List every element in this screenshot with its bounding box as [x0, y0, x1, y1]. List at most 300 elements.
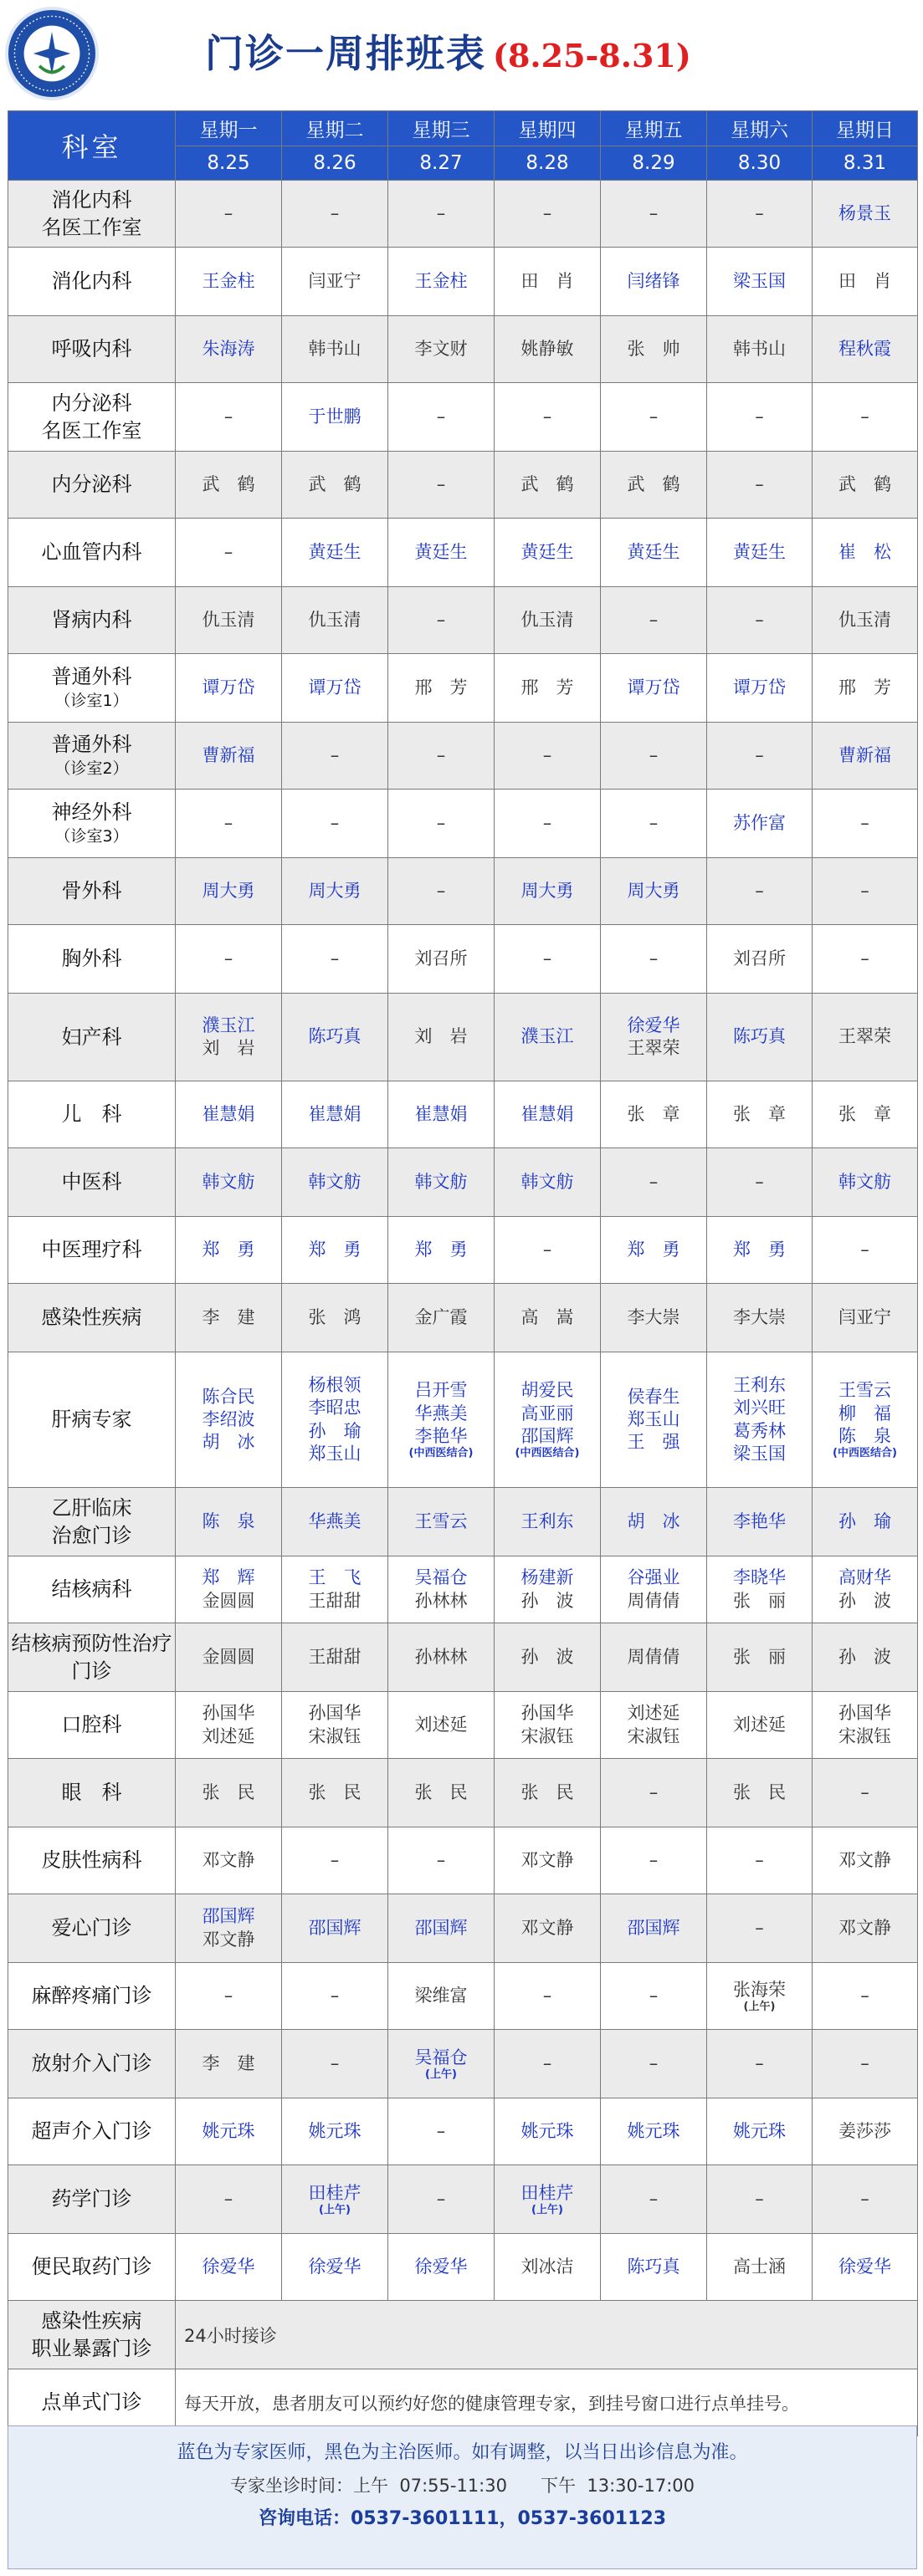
schedule-cell — [707, 519, 813, 587]
schedule-cell — [601, 181, 707, 248]
schedule-cell — [813, 1081, 918, 1148]
no-schedule-dash: – — [649, 1849, 659, 1870]
expert-doctor-name: 陈巧真 — [308, 1026, 362, 1047]
expert-doctor-name: 胡爱民 — [520, 1380, 574, 1401]
wide-note-cell: 24小时接诊 — [176, 2301, 918, 2369]
schedule-cell — [601, 925, 707, 994]
expert-doctor-name: 王金柱 — [202, 270, 255, 291]
schedule-cell — [176, 1148, 282, 1217]
schedule-cell — [495, 1148, 601, 1217]
schedule-cell — [707, 1759, 813, 1827]
dept-name: 肾病内科 — [51, 608, 132, 632]
schedule-cell — [707, 316, 813, 383]
schedule-cell — [388, 1894, 495, 1963]
attending-doctor-name: 张 章 — [733, 1103, 786, 1124]
dept-subname: 名医工作室 — [41, 215, 142, 239]
dept-name: 妇产科 — [61, 1025, 122, 1049]
schedule-cell — [495, 925, 601, 994]
table-row — [8, 1963, 918, 2030]
dept-name-cell — [8, 383, 176, 452]
table-row — [8, 925, 918, 994]
attending-doctor-name: 张 鸿 — [308, 1306, 362, 1327]
no-schedule-dash: – — [542, 948, 552, 969]
time-note: (上午) — [319, 2204, 351, 2216]
expert-doctor-name: 王雪云 — [838, 1380, 891, 1401]
schedule-cell — [176, 1081, 282, 1148]
schedule-cell — [707, 2030, 813, 2098]
attending-doctor-name: 仇玉清 — [202, 609, 255, 630]
schedule-cell — [813, 2030, 918, 2098]
expert-doctor-name: 梁玉国 — [733, 270, 786, 291]
table-row — [8, 723, 918, 790]
schedule-cell — [388, 2030, 495, 2098]
dept-name-cell — [8, 181, 176, 248]
table-row — [8, 1148, 918, 1217]
schedule-cell — [813, 1963, 918, 2030]
no-schedule-dash: – — [330, 1849, 340, 1870]
no-schedule-dash: – — [649, 744, 659, 765]
expert-doctor-name: 周大勇 — [520, 880, 574, 901]
expert-doctor-name: 程秋霞 — [838, 338, 891, 359]
schedule-cell — [495, 2234, 601, 2301]
no-schedule-dash: – — [649, 1985, 659, 2006]
schedule-cell — [813, 654, 918, 723]
schedule-cell — [495, 248, 601, 316]
title-date-range: (8.25-8.31) — [493, 37, 691, 74]
schedule-cell — [601, 519, 707, 587]
hospital-logo-icon — [8, 10, 95, 97]
weekday-header: 星期六 — [707, 111, 813, 146]
schedule-cell — [601, 452, 707, 519]
attending-doctor-name: 李 建 — [202, 1306, 255, 1327]
schedule-cell — [813, 1692, 918, 1759]
schedule-cell — [707, 925, 813, 994]
schedule-cell — [388, 181, 495, 248]
schedule-cell — [388, 723, 495, 790]
no-schedule-dash: – — [542, 406, 552, 427]
dept-name: 骨外科 — [61, 879, 122, 903]
no-schedule-dash: – — [436, 406, 446, 427]
dept-name: 超声介入门诊 — [31, 2119, 152, 2144]
date-header: 8.26 — [282, 146, 388, 181]
expert-doctor-name: 刘兴旺 — [733, 1398, 786, 1418]
table-row-wide — [8, 2301, 918, 2369]
no-schedule-dash: – — [755, 2052, 764, 2073]
no-schedule-dash: – — [649, 1781, 659, 1802]
attending-doctor-name: 张 民 — [308, 1781, 362, 1802]
schedule-cell — [601, 723, 707, 790]
footer — [8, 2425, 917, 2569]
dept-name: 儿 科 — [61, 1102, 122, 1127]
schedule-cell — [282, 1894, 388, 1963]
schedule-cell — [601, 2234, 707, 2301]
schedule-cell — [388, 925, 495, 994]
expert-doctor-name: 吴福仓 — [414, 2047, 468, 2067]
dept-name-cell — [8, 1488, 176, 1556]
no-schedule-dash: – — [860, 1985, 869, 2006]
expert-doctor-name: 郑 勇 — [414, 1239, 468, 1260]
expert-doctor-name: 胡 冰 — [202, 1432, 255, 1453]
attending-doctor-name: 王翠荣 — [627, 1038, 680, 1058]
hours-label: 专家坐诊时间： — [230, 2476, 353, 2496]
table-row — [8, 316, 918, 383]
expert-doctor-name: 华燕美 — [308, 1510, 362, 1531]
schedule-cell — [282, 1488, 388, 1556]
schedule-cell — [495, 858, 601, 925]
dept-name-cell — [8, 723, 176, 790]
schedule-cell — [388, 2165, 495, 2234]
expert-doctor-name: 谭万岱 — [627, 677, 680, 698]
expert-doctor-name: 李绍波 — [202, 1408, 255, 1429]
schedule-cell — [176, 1284, 282, 1352]
attending-doctor-name: 仇玉清 — [838, 609, 891, 630]
schedule-cell — [813, 316, 918, 383]
schedule-cell — [813, 1488, 918, 1556]
schedule-cell — [495, 1692, 601, 1759]
dept-name: 呼吸内科 — [51, 337, 132, 361]
attending-doctor-name: 刘 岩 — [414, 1026, 468, 1047]
no-schedule-dash: – — [436, 202, 446, 223]
expert-doctor-name: 胡 冰 — [627, 1510, 680, 1531]
expert-doctor-name: 柳 福 — [838, 1403, 891, 1423]
wide-note-cell: 每天开放，患者朋友可以预约好您的健康管理专家，到挂号窗口进行点单挂号。 — [176, 2369, 918, 2436]
expert-doctor-name: 周大勇 — [627, 880, 680, 901]
expert-doctor-name: 孙 瑜 — [838, 1510, 891, 1531]
expert-doctor-name: 李艳华 — [733, 1510, 786, 1531]
schedule-cell — [495, 316, 601, 383]
time-note: (上午) — [743, 2001, 776, 2013]
expert-doctor-name: 高亚丽 — [520, 1403, 574, 1423]
no-schedule-dash: – — [649, 609, 659, 630]
attending-doctor-name: 刘述延 — [627, 1703, 680, 1724]
schedule-cell — [388, 1623, 495, 1692]
attending-doctor-name: 王甜甜 — [308, 1646, 362, 1667]
schedule-cell — [176, 994, 282, 1081]
schedule-cell — [601, 1759, 707, 1827]
schedule-cell — [176, 519, 282, 587]
dept-name-cell — [8, 925, 176, 994]
expert-doctor-name: 孙 瑜 — [308, 1420, 362, 1441]
expert-doctor-name: 韩文舫 — [414, 1171, 468, 1192]
no-schedule-dash: – — [755, 202, 764, 223]
attending-doctor-name: 闫亚宁 — [308, 270, 362, 291]
schedule-cell — [495, 1284, 601, 1352]
schedule-cell — [495, 1081, 601, 1148]
schedule-cell — [813, 2165, 918, 2234]
no-schedule-dash: – — [542, 202, 552, 223]
schedule-cell — [813, 1827, 918, 1894]
schedule-cell — [813, 790, 918, 858]
dept-name-cell — [8, 1623, 176, 1692]
schedule-cell — [601, 1827, 707, 1894]
schedule-cell — [707, 1081, 813, 1148]
expert-doctor-name: 韩文舫 — [520, 1171, 574, 1192]
table-row — [8, 1081, 918, 1148]
date-header: 8.28 — [495, 146, 601, 181]
no-schedule-dash: – — [860, 812, 869, 833]
schedule-cell — [707, 723, 813, 790]
attending-doctor-name: 周倩倩 — [627, 1590, 680, 1611]
date-header: 8.27 — [388, 146, 495, 181]
schedule-cell — [282, 1623, 388, 1692]
expert-doctor-name: 徐爱华 — [627, 1015, 680, 1035]
expert-doctor-name: 朱海涛 — [202, 338, 255, 359]
expert-doctor-name: 陈巧真 — [733, 1026, 786, 1047]
no-schedule-dash: – — [436, 812, 446, 833]
schedule-cell — [495, 1488, 601, 1556]
expert-doctor-name: 邵国辉 — [627, 1917, 680, 1938]
attending-doctor-name: 邓文静 — [838, 1917, 891, 1938]
schedule-cell — [388, 248, 495, 316]
expert-doctor-name: 于世鹏 — [308, 406, 362, 427]
no-schedule-dash: – — [436, 2188, 446, 2209]
schedule-cell — [813, 858, 918, 925]
schedule-cell — [601, 1692, 707, 1759]
attending-doctor-name: 张 帅 — [627, 338, 680, 359]
no-schedule-dash: – — [649, 948, 659, 969]
schedule-cell — [707, 654, 813, 723]
dept-name: 中医理疗科 — [41, 1238, 142, 1262]
table-row — [8, 1623, 918, 1692]
schedule-cell — [176, 2030, 282, 2098]
dept-name-cell — [8, 1148, 176, 1217]
expert-doctor-name: 田桂芹 — [308, 2182, 362, 2203]
table-header — [8, 111, 918, 181]
expert-doctor-name: 周大勇 — [202, 880, 255, 901]
schedule-cell — [282, 2234, 388, 2301]
dept-subname: （诊室3） — [54, 826, 129, 846]
dept-name: 口腔科 — [61, 1713, 122, 1737]
expert-doctor-name: 徐爱华 — [202, 2256, 255, 2277]
dept-name: 结核病预防性治疗门诊 — [11, 1632, 172, 1683]
no-schedule-dash: – — [223, 1985, 233, 2006]
table-row — [8, 790, 918, 858]
date-header: 8.31 — [813, 146, 918, 181]
attending-doctor-name: 刘召所 — [414, 948, 468, 969]
expert-doctor-name: 陈 泉 — [838, 1426, 891, 1446]
header — [0, 0, 923, 107]
schedule-cell — [388, 1827, 495, 1894]
dept-name: 中医科 — [61, 1170, 122, 1194]
dept-name: 心血管内科 — [41, 540, 142, 565]
dept-name-cell — [8, 1894, 176, 1963]
expert-doctor-name: 邵国辉 — [308, 1917, 362, 1938]
schedule-cell — [813, 383, 918, 452]
schedule-cell — [601, 1148, 707, 1217]
dept-name-cell — [8, 2301, 176, 2369]
no-schedule-dash: – — [223, 812, 233, 833]
dept-name: 感染性疾病 — [41, 2309, 142, 2333]
dept-subname: 职业暴露门诊 — [31, 2336, 152, 2360]
schedule-cell — [813, 1284, 918, 1352]
no-schedule-dash: – — [755, 609, 764, 630]
schedule-cell — [601, 1894, 707, 1963]
schedule-cell — [813, 1894, 918, 1963]
attending-doctor-name: 张 民 — [414, 1781, 468, 1802]
schedule-cell — [388, 383, 495, 452]
expert-doctor-name: 邵国辉 — [202, 1906, 255, 1927]
dept-name-cell — [8, 248, 176, 316]
expert-doctor-name: 谷强业 — [627, 1567, 680, 1588]
no-schedule-dash: – — [649, 1171, 659, 1192]
no-schedule-dash: – — [436, 744, 446, 765]
dept-name-cell — [8, 1692, 176, 1759]
expert-doctor-name: 郑玉山 — [627, 1408, 680, 1429]
schedule-cell — [707, 2234, 813, 2301]
schedule-cell — [495, 587, 601, 654]
schedule-cell — [601, 790, 707, 858]
schedule-cell — [282, 316, 388, 383]
expert-doctor-name: 葛秀林 — [733, 1420, 786, 1441]
schedule-cell — [495, 2098, 601, 2165]
schedule-cell — [176, 790, 282, 858]
attending-doctor-name: 孙 波 — [520, 1590, 574, 1611]
no-schedule-dash: – — [330, 202, 340, 223]
dept-name-cell — [8, 2030, 176, 2098]
expert-doctor-name: 苏作富 — [733, 812, 786, 833]
expert-doctor-name: 王 强 — [627, 1432, 680, 1453]
attending-doctor-name: 金圆圆 — [202, 1646, 255, 1667]
attending-doctor-name: 邓文静 — [202, 1929, 255, 1950]
dept-name-cell — [8, 1759, 176, 1827]
dept-name: 感染性疾病 — [41, 1306, 142, 1330]
attending-doctor-name: 高士涵 — [733, 2256, 786, 2277]
schedule-cell — [388, 2234, 495, 2301]
schedule-cell — [601, 1081, 707, 1148]
schedule-cell — [388, 1081, 495, 1148]
attending-doctor-name: 姜莎莎 — [838, 2120, 891, 2141]
schedule-cell — [282, 1352, 388, 1488]
schedule-cell — [601, 1488, 707, 1556]
table-row — [8, 248, 918, 316]
expert-doctor-name: 濮玉江 — [202, 1015, 255, 1035]
dept-name-cell — [8, 1963, 176, 2030]
attending-doctor-name: 张 章 — [627, 1103, 680, 1124]
schedule-cell — [176, 1759, 282, 1827]
expert-doctor-name: 崔慧娟 — [308, 1103, 362, 1124]
attending-doctor-name: 武 鹤 — [520, 473, 574, 494]
attending-doctor-name: 刘召所 — [733, 948, 786, 969]
schedule-cell — [282, 1963, 388, 2030]
schedule-cell — [282, 654, 388, 723]
schedule-cell — [813, 1217, 918, 1284]
schedule-cell — [707, 248, 813, 316]
date-header: 8.30 — [707, 146, 813, 181]
attending-doctor-name: 张海荣 — [733, 1979, 786, 2000]
schedule-cell — [388, 1148, 495, 1217]
attending-doctor-name: 张 丽 — [733, 1590, 786, 1611]
schedule-cell — [495, 994, 601, 1081]
dept-name: 普通外科 — [51, 733, 132, 757]
schedule-cell — [282, 1692, 388, 1759]
expert-doctor-name: 姚元珠 — [308, 2120, 362, 2141]
dept-column-header: 科室 — [8, 111, 176, 181]
table-row — [8, 654, 918, 723]
expert-doctor-name: 黄廷生 — [414, 541, 468, 562]
expert-doctor-name: 陈合民 — [202, 1386, 255, 1407]
expert-doctor-name: 郑 勇 — [202, 1239, 255, 1260]
attending-doctor-name: 孙 波 — [520, 1646, 574, 1667]
no-schedule-dash: – — [755, 2188, 764, 2209]
schedule-cell — [388, 452, 495, 519]
attending-doctor-name: 邓文静 — [202, 1849, 255, 1870]
dept-name-cell — [8, 994, 176, 1081]
schedule-cell — [707, 1217, 813, 1284]
no-schedule-dash: – — [860, 1781, 869, 1802]
no-schedule-dash: – — [223, 948, 233, 969]
expert-doctor-name: 杨根领 — [308, 1374, 362, 1395]
attending-doctor-name: 邢 芳 — [520, 677, 574, 698]
no-schedule-dash: – — [860, 2188, 869, 2209]
schedule-cell — [707, 1894, 813, 1963]
table-row — [8, 1217, 918, 1284]
table-row — [8, 1759, 918, 1827]
schedule-cell — [495, 1217, 601, 1284]
expert-doctor-name: 郑 辉 — [202, 1567, 255, 1588]
expert-doctor-name: 姚元珠 — [627, 2120, 680, 2141]
weekday-header: 星期日 — [813, 111, 918, 146]
schedule-cell — [813, 1623, 918, 1692]
expert-doctor-name: 徐爱华 — [414, 2256, 468, 2277]
attending-doctor-name: 孙国华 — [202, 1703, 255, 1724]
schedule-cell — [176, 181, 282, 248]
attending-doctor-name: 邓文静 — [520, 1849, 574, 1870]
expert-doctor-name: 杨景玉 — [838, 202, 891, 223]
schedule-cell — [495, 1556, 601, 1623]
attending-doctor-name: 姚静敏 — [520, 338, 574, 359]
schedule-cell — [282, 248, 388, 316]
schedule-cell — [601, 2098, 707, 2165]
no-schedule-dash: – — [330, 1985, 340, 2006]
no-schedule-dash: – — [330, 948, 340, 969]
dept-name: 胸外科 — [61, 947, 122, 971]
dept-name-cell — [8, 1352, 176, 1488]
dept-name-cell — [8, 1556, 176, 1623]
attending-doctor-name: 王甜甜 — [308, 1590, 362, 1611]
attending-doctor-name: 孙林林 — [414, 1590, 468, 1611]
attending-doctor-name: 周倩倩 — [627, 1646, 680, 1667]
schedule-cell — [282, 2030, 388, 2098]
expert-doctor-name: 邵国辉 — [520, 1426, 574, 1446]
schedule-cell — [495, 1963, 601, 2030]
attending-doctor-name: 李大崇 — [627, 1306, 680, 1327]
schedule-cell — [495, 519, 601, 587]
dept-name-cell — [8, 654, 176, 723]
dept-name: 眼 科 — [61, 1781, 122, 1805]
dept-name-cell — [8, 2234, 176, 2301]
schedule-cell — [495, 2030, 601, 2098]
schedule-cell — [495, 2165, 601, 2234]
date-header: 8.25 — [176, 146, 282, 181]
schedule-cell — [601, 1556, 707, 1623]
attending-doctor-name: 孙林林 — [414, 1646, 468, 1667]
dept-name: 麻醉疼痛门诊 — [31, 1984, 152, 2008]
attending-doctor-name: 仇玉清 — [308, 609, 362, 630]
expert-doctor-name: 徐爱华 — [838, 2256, 891, 2277]
expert-doctor-name: 黄廷生 — [627, 541, 680, 562]
page-title — [205, 23, 691, 79]
dept-name: 爱心门诊 — [51, 1916, 132, 1940]
dept-name-cell — [8, 1217, 176, 1284]
table-row — [8, 1556, 918, 1623]
schedule-cell — [282, 858, 388, 925]
attending-doctor-name: 邢 芳 — [838, 677, 891, 698]
schedule-cell — [601, 316, 707, 383]
no-schedule-dash: – — [436, 609, 446, 630]
no-schedule-dash: – — [649, 406, 659, 427]
expert-doctor-name: 韩文舫 — [838, 1171, 891, 1192]
attending-doctor-name: 邢 芳 — [414, 677, 468, 698]
